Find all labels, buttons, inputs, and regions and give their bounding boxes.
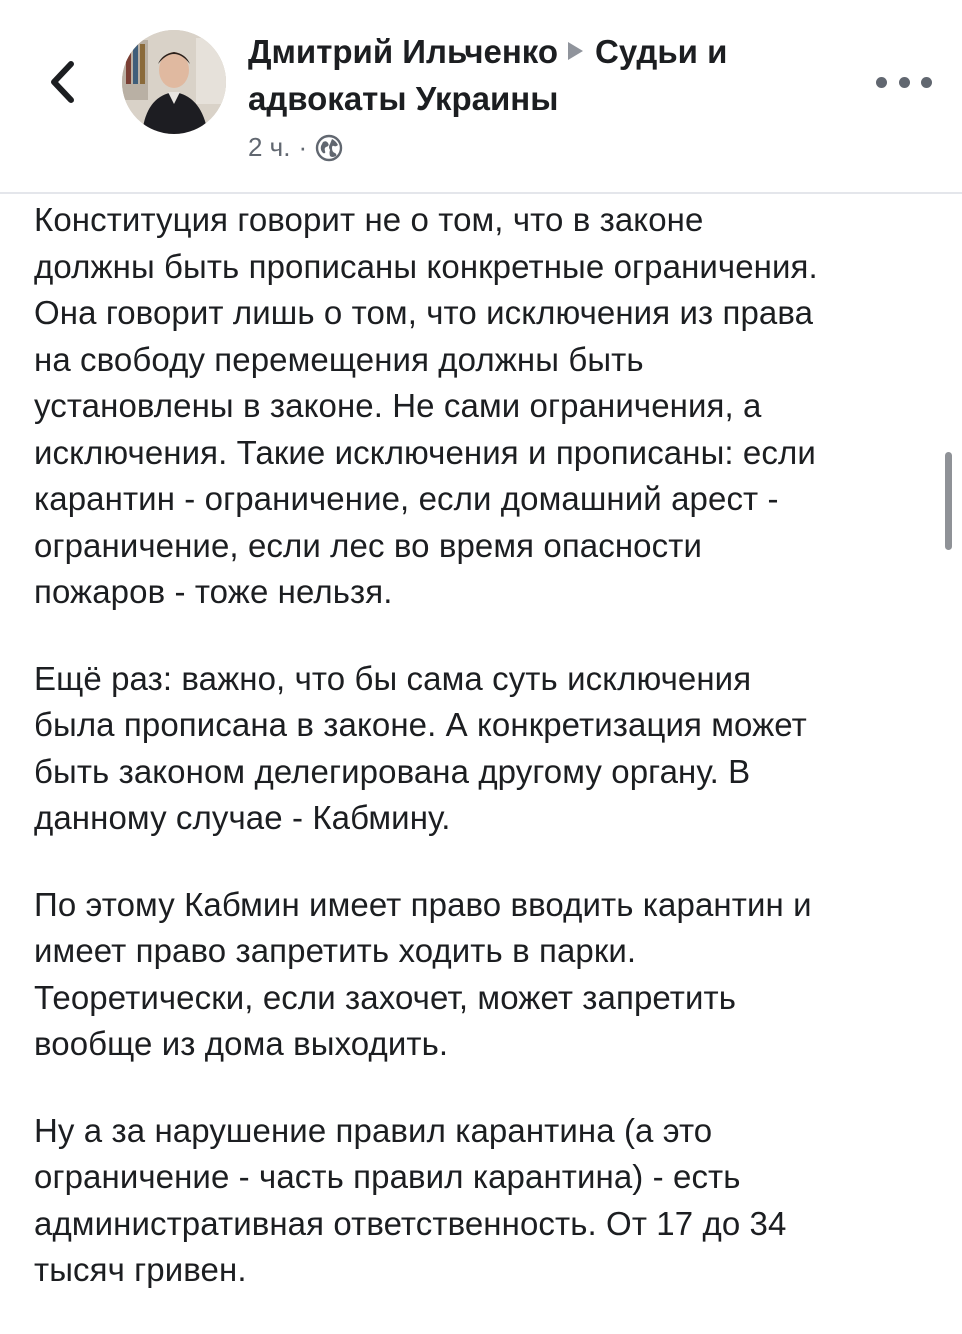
share-to-arrow-icon	[568, 42, 583, 60]
more-dot-icon	[899, 77, 910, 88]
post-paragraph: Ну а за нарушение правил карантина (а это ограничение - часть правил карантина) - есть административная ответственность. От 17 до 34 тысяч гривен.	[34, 1111, 787, 1288]
more-dot-icon	[921, 77, 932, 88]
author-name[interactable]: Дмитрий Ильченко	[248, 33, 559, 70]
post-body	[34, 197, 934, 1334]
more-options-button[interactable]	[876, 70, 932, 94]
globe-icon	[315, 134, 343, 162]
meta-separator: ·	[298, 132, 308, 162]
post-paragraph: Ещё раз: важно, что бы сама суть исключения была прописана в законе. А конкретизация может быть законом делегирована другому органу. В данному случае - Кабмину.	[34, 659, 807, 836]
post-meta	[248, 132, 848, 163]
back-button[interactable]	[36, 52, 88, 112]
avatar[interactable]	[122, 30, 226, 134]
post-paragraph: По этому Кабмин имеет право вводить карантин и имеет право запретить ходить в парки. Теоретически, если захочет, может запретить вообще из дома выходить.	[34, 885, 812, 1062]
avatar-photo	[122, 30, 226, 134]
more-dot-icon	[876, 77, 887, 88]
header-divider	[0, 192, 962, 194]
scrollbar[interactable]	[945, 452, 952, 550]
chevron-left-icon	[47, 59, 77, 105]
post-header	[0, 0, 962, 192]
post-author-block	[248, 28, 848, 163]
post-timestamp[interactable]: 2 ч.	[248, 132, 291, 162]
post-title	[248, 28, 848, 122]
post-paragraph: Конституция говорит не о том, что в законе должны быть прописаны конкретные ограничения. Она говорит лишь о том, что исключения из права на свободу перемещения должны быть установлены в законе. Не сами ограничения, а исключения. Такие исключения и прописаны: если карантин - ограничение, если домашний арест - ограничение, если лес во время опасности пожаров - тоже нельзя.	[34, 201, 818, 610]
group-name[interactable]: Судьи и адвокаты Украины	[248, 33, 728, 117]
